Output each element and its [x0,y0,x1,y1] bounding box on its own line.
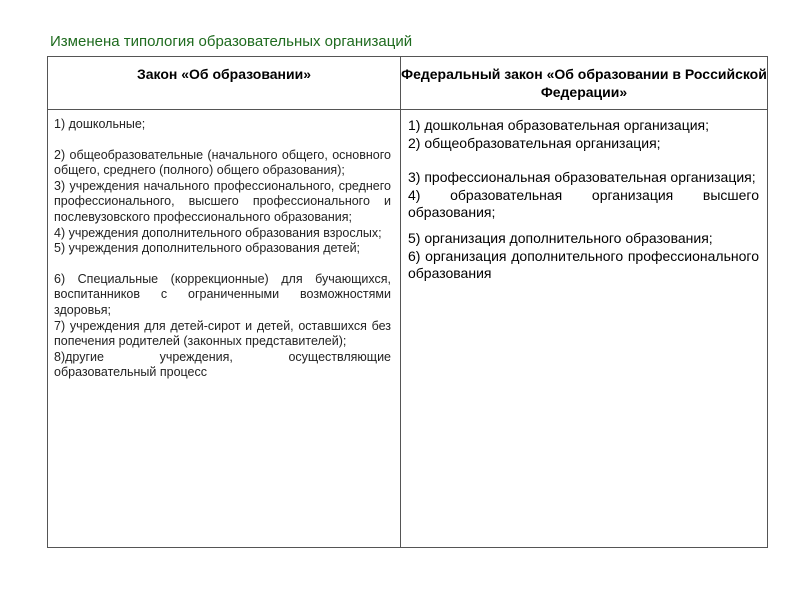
list-item: 5) организация дополнительного образования; [408,229,713,246]
list-item: 4) образовательная организация высшего образования; [408,186,759,221]
column-divider [400,57,401,547]
list-item: 2) общеобразовательные (начального общего, основного общего, среднего (полного) общего образования); [54,147,391,178]
left-column-header: Закон «Об образовании» [136,66,312,82]
right-column-list [408,117,759,283]
list-item: 7) учреждения для детей-сирот и детей, оставшихся без попечения родителей (законных представителей); [54,318,391,349]
list-item: 2) общеобразовательная организация; [408,134,661,151]
list-item: 3) профессиональная образовательная организация; [408,169,756,186]
right-column-header: Федеральный закон «Об образовании в Российской Федерации» [401,66,767,100]
list-item: 1) дошкольная образовательная организация; [408,117,710,133]
comparison-table [47,56,768,548]
page-title: Изменена типология образовательных организаций [50,33,413,50]
list-item: 5) учреждения дополнительного образования детей; [54,241,361,256]
left-column-list [54,117,391,381]
list-item: 3) учреждения начального профессионального, среднего профессионального, высшего профессионального и послевузовского профессионального образования; [54,178,391,224]
list-item: 4) учреждения дополнительного образования взрослых; [54,225,382,240]
list-item: 6) Специальные (коррекционные) для бучающихся, воспитанников с ограниченными возможностями здоровья; [54,271,391,317]
header-divider [48,109,767,110]
list-item: 1) дошкольные; [54,117,146,131]
list-item: 8)другие учреждения, осуществляющие образовательный процесс [54,349,391,380]
list-item: 6) организация дополнительного профессионального образования [408,247,759,282]
